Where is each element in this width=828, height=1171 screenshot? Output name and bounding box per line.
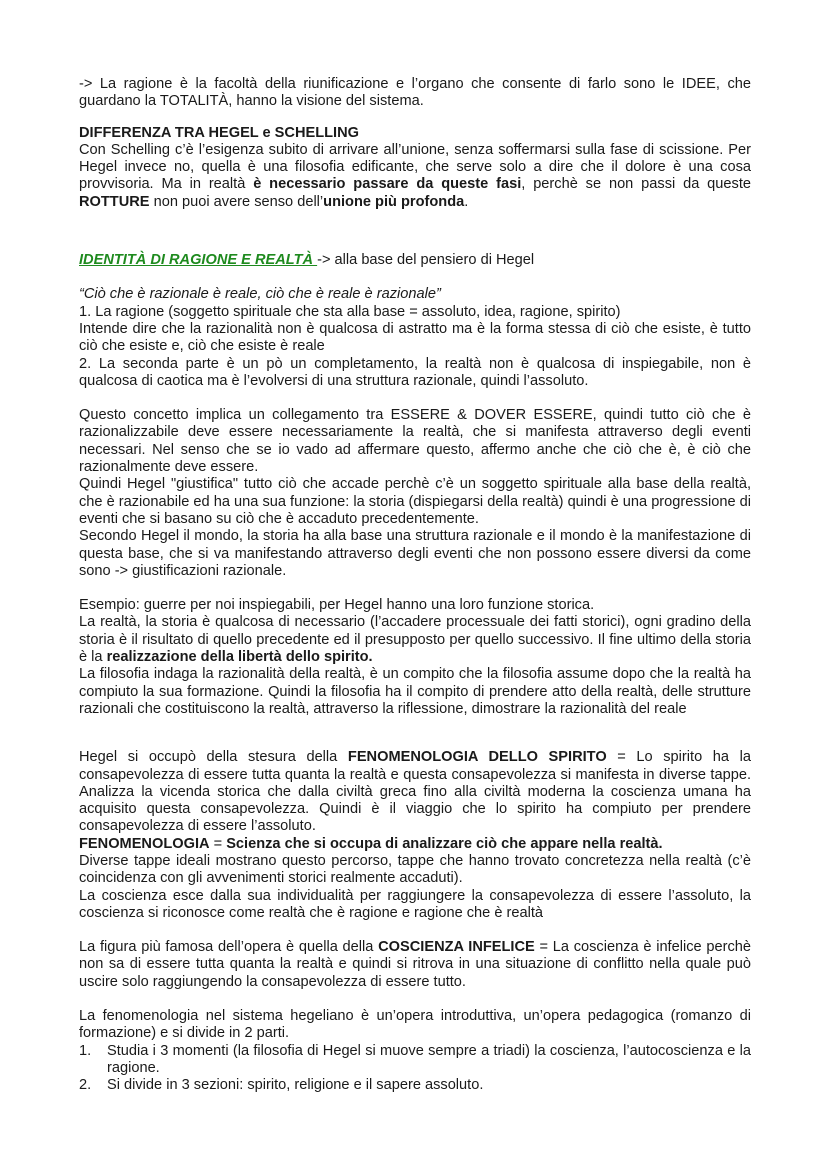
differenza-paragraph: Con Schelling c’è l’esigenza subito di arrivare all’unione, senza soffermarsi sulla fase di scissione. Per Hegel invece no, quella è una filosofia edificante, che serve solo a dire che il dolore è una cosa provvisoria. Ma in realtà è necessario passare da queste fasi, perchè se non passi da queste ROTTURE non puoi avere senso dell’unione più profonda.: [79, 141, 751, 210]
list-item: 2. Si divide in 3 sezioni: spirito, religione e il sapere assoluto.: [79, 1077, 484, 1094]
esempio-paragraph: Esempio: guerre per noi inspiegabili, per Hegel hanno una loro funzione storica.: [79, 597, 595, 614]
fenomenologia-paragraph: Hegel si occupò della stesura della FENOMENOLOGIA DELLO SPIRITO = Lo spirito ha la consapevolezza di essere tutta quanta la realtà e questa consapevolezza si manifesta in diverse tappe. Analizza la vicenda storica che dalla civiltà greca fino alla civiltà moderna la coscienza umana ha acquisito questa consapevolezza. Quindi è il viaggio che lo spirito ha compiuto per prendere consapevolezza di essere l’assoluto.: [79, 749, 751, 835]
point-1: 1. La ragione (soggetto spirituale che sta alla base = assoluto, idea, ragione, spirito): [79, 303, 621, 320]
tappe-paragraph: Diverse tappe ideali mostrano questo percorso, tappe che hanno trovato concretezza nella realtà (c’è coincidenza con gli avvenimenti storici realmente accaduti).: [79, 852, 751, 887]
section-heading-differenza: DIFFERENZA TRA HEGEL e SCHELLING: [79, 124, 359, 141]
section-heading-identita: IDENTITÀ DI RAGIONE E REALTÀ -> alla base del pensiero di Hegel: [79, 252, 535, 269]
quote: “Ciò che è razionale è reale, ciò che è reale è razionale”: [79, 286, 441, 303]
concept-paragraph: Questo concetto implica un collegamento tra ESSERE & DOVER ESSERE, quindi tutto ciò che è razionalizzabile deve essere necessariamente la realtà, che si manifesta attraverso degli eventi necessari. Nel senso che se io vado ad affermare questo, affermo anche che ciò che è, è ciò che razionalmente deve essere.: [79, 407, 751, 476]
parts-list: [79, 1043, 751, 1095]
giustifica-paragraph: Quindi Hegel "giustifica" tutto ciò che accade perchè c’è un soggetto spirituale alla base della realtà, che è razionabile ed ha una sua funzione: la storia (dispiegarsi della realtà) quindi è una progressione di eventi che si basano su ciò che è accaduto precedentemente.: [79, 476, 751, 527]
document-page: [79, 76, 751, 1095]
point-2: 2. La seconda parte è un pò un completamento, la realtà non è qualcosa di inspiegabile, non è qualcosa di caotica ma è l’evolversi di una struttura razionale, quindi l’assoluto.: [79, 355, 751, 389]
filosofia-paragraph: La filosofia indaga la razionalità della realtà, è un compito che la filosofia assume dopo che la realtà ha compiuto la sua formazione. Quindi la filosofia ha il compito di prendere atto della realtà, delle strutture razionali che costituiscono la realtà, attraverso la riflessione, dimostrare la razionalità del reale: [79, 666, 751, 717]
fenomenologia-definition: FENOMENOLOGIA = Scienza che si occupa di analizzare ciò che appare nella realtà.: [79, 835, 663, 852]
green-heading: IDENTITÀ DI RAGIONE E REALTÀ: [79, 252, 318, 269]
sistema-paragraph: La fenomenologia nel sistema hegeliano è un’opera introduttiva, un’opera pedagogica (romanzo di formazione) e si divide in 2 parti.: [79, 1008, 751, 1042]
mondo-paragraph: Secondo Hegel il mondo, la storia ha alla base una struttura razionale e il mondo è la manifestazione di questa base, che si va manifestando attraverso degli eventi che non possono essere diversi da come sono -> giustificazioni razionale.: [79, 528, 751, 579]
coscienza-paragraph: La coscienza esce dalla sua individualità per raggiungere la consapevolezza di essere l’assoluto, la coscienza si riconosce come realtà che è ragione e ragione che è realtà: [79, 887, 751, 921]
infelice-paragraph: La figura più famosa dell’opera è quella della COSCIENZA INFELICE = La coscienza è infelice perchè non sa di essere tutta quanta la realtà e quindi si ritrova in una situazione di conflitto nella quale può uscire solo raggiungendo la consapevolezza di essere tutto.: [79, 939, 751, 990]
point-1-text: Intende dire che la razionalità non è qualcosa di astratto ma è la forma stessa di ciò che esiste, è tutto ciò che esiste e, ciò che esiste è reale: [79, 320, 751, 355]
storia-paragraph: La realtà, la storia è qualcosa di necessario (l’accadere processuale dei fatti storici), ogni gradino della storia è il risultato di quello precedente ed il presupposto per quello successivo. Il fine ultimo della storia è la realizzazione della libertà dello spirito.: [79, 614, 751, 666]
intro-paragraph: -> La ragione è la facoltà della riunificazione e l’organo che consente di farlo sono le IDEE, che guardano la TOTALITÀ, hanno la visione del sistema.: [79, 76, 751, 110]
list-item: 1. Studia i 3 momenti (la filosofia di Hegel si muove sempre a triadi) la coscienza, l’autocoscienza e la ragione.: [79, 1042, 751, 1076]
